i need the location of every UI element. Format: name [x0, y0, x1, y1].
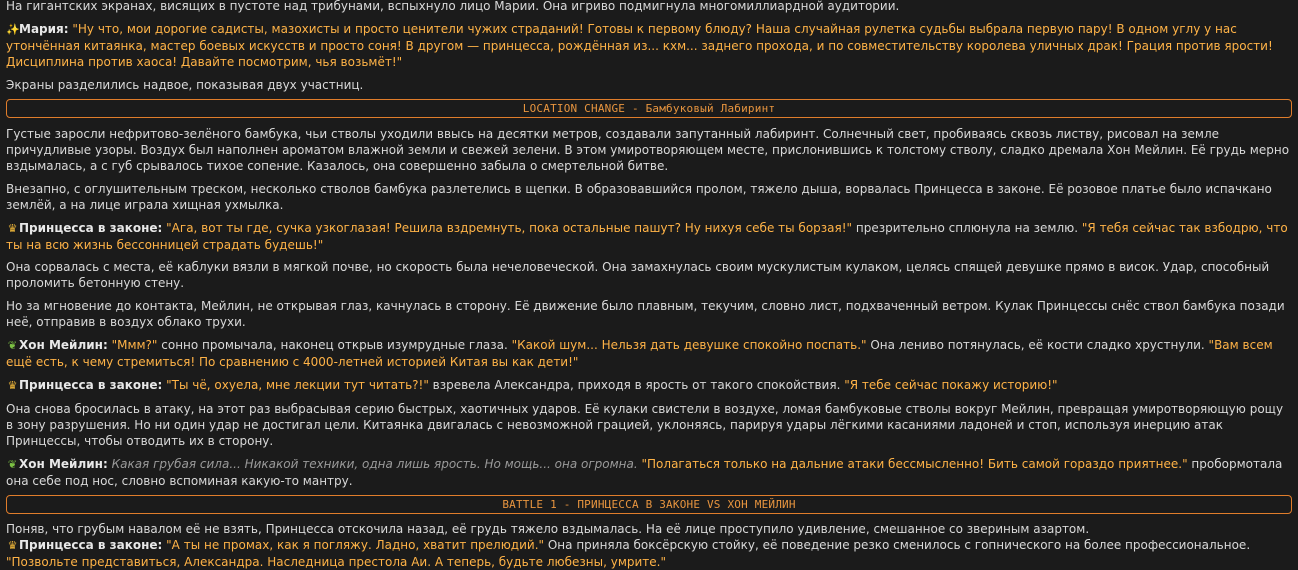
narration-inline: Она приняла боксёрскую стойку, её поведение резко сменилось с гопнического на более профессиональное. [544, 538, 1251, 552]
narration-inline: сонно промычала, наконец открыв изумрудные глаза. [157, 338, 512, 352]
narration-inline: презрительно сплюнула на землю. [852, 221, 1082, 235]
speech: "Я тебе сейчас покажу историю!" [844, 378, 1058, 392]
speaker-name: Принцесса в законе: [19, 221, 163, 235]
speaker-name: Мария: [19, 22, 69, 36]
speech: "Какой шум... Нельзя дать девушке спокойно поспать." [511, 338, 867, 352]
speech: "Ага, вот ты где, сучка узкоглазая! Решила вздремнуть, пока остальные пашут? Ну нихуя себе ты борзая!" [166, 221, 853, 235]
narration: Экраны разделились надвое, показывая двух участниц. [6, 78, 364, 92]
location-banner [6, 99, 1292, 118]
crown-icon: ♛ [7, 222, 18, 235]
speaker-name: Хон Мейлин: [19, 338, 108, 352]
narration: Внезапно, с оглушительным треском, несколько стволов бамбука разлетелись в щепки. В образовавшийся пролом, тяжело дыша, ворвалась Принцесса в законе. Её розовое платье было испачкано землёй, а на лице играла хищная ухмылка. [6, 182, 1272, 212]
speech: "А ты не промах, как я погляжу. Ладно, хватит прелюдий." [166, 538, 545, 552]
speech: "Я тебя сейчас так взбодрю, что ты на всю жизнь бессонницей страдать будешь!" [6, 221, 1288, 252]
crown-icon: ♛ [7, 539, 18, 552]
speaker-name: Принцесса в законе: [19, 538, 163, 552]
narration-inline: пробормотала она себе под нос, словно вспоминая какую-то мантру. [6, 457, 1283, 488]
crown-icon: ♛ [7, 379, 18, 392]
speech: "Ну что, мои дорогие садисты, мазохисты и просто ценители чужих страданий! Готовы к первому блюду? Наша случайная рулетка судьбы выбрала первую пару! В одном углу у нас утончённая китаянка, мастер боевых искусств и просто соня! В другом — принцесса, рождённая из... кхм... заднего прохода, и по совместительству королева уличных драк! Грация против ярости! Дисциплина против хаоса! Давайте посмотрим, чья возьмёт!" [6, 22, 1273, 69]
speaker-name: Принцесса в законе: [19, 378, 163, 392]
narration: Но за мгновение до контакта, Мейлин, не открывая глаз, качнулась в сторону. Её движение было плавным, текучим, словно лист, подхваченный ветром. Кулак Принцессы снёс ствол бамбука позади неё, отправив в воздух облако трухи. [6, 299, 1285, 329]
dialogue-line [6, 21, 1292, 70]
speaker-name: Хон Мейлин: [19, 457, 108, 471]
location-banner-text: LOCATION CHANGE - Бамбуковый Лабиринт [522, 101, 776, 115]
narration: Она сорвалась с места, её каблуки вязли в мягкой почве, но скорость была нечеловеческой. Она замахнулась своим мускулистым кулаком, целясь спящей девушке прямо в висок. Удар, способный проломить бетонную стену. [6, 260, 1270, 290]
thought: Какая грубая сила... Никакой техники, одна лишь ярость. Но мощь... она огромна. [111, 457, 638, 471]
dialogue-line [6, 377, 1292, 394]
narration-inline: Она лениво потянулась, её кости сладко хрустнули. [866, 338, 1209, 352]
speech: "Вам всем ещё есть, к чему стремиться! По сравнению с 4000-летней историей Китая вы как дети!" [6, 338, 1273, 369]
speech: "Полагаться только на дальние атаки бессмысленно! Бить самой гораздо приятнее." [641, 457, 1188, 471]
battle-banner-text: BATTLE 1 - ПРИНЦЕССА В ЗАКОНЕ VS ХОН МЕЙЛИН [502, 497, 796, 511]
narration: На гигантских экранах, висящих в пустоте над трибунами, вспыхнуло лицо Марии. Она игриво подмигнула многомиллиардной аудитории. [6, 0, 900, 13]
narration-inline: взревела Александра, приходя в ярость от такого спокойствия. [428, 378, 845, 392]
bamboo-icon: ❦ [7, 339, 18, 352]
sparkles-icon: ✨ [6, 23, 20, 36]
speech: "Позвольте представиться, Александра. Наследница престола Аи. А теперь, будьте любезны, умрите." [6, 555, 666, 569]
dialogue-line [6, 220, 1292, 253]
narration: Густые заросли нефритово-зелёного бамбука, чьи стволы уходили ввысь на десятки метров, создавали запутанный лабиринт. Солнечный свет, пробиваясь сквозь листву, рисовал на земле причудливые узоры. Воздух был наполнен ароматом влажной земли и свежей зелени. В этом умиротворяющем месте, прислонившись к толстому стволу, сладко дремала Хон Мейлин. Её грудь мерно вздымалась, а с губ срывалось тихое сопение. Казалось, она совершенно забыла о смертельной битве. [6, 127, 1290, 173]
speech: "Ты чё, охуела, мне лекции тут читать?!" [166, 378, 429, 392]
narration: Она снова бросилась в атаку, на этот раз выбрасывая серию быстрых, хаотичных ударов. Её кулаки свистели в воздухе, ломая бамбуковые стволы вокруг Мейлин, превращая умиротворяющую рощу в зону разрушения. Но ни один удар не достигал цели. Китаянка двигалась с невозможной грацией, уклоняясь, парируя удары лёгкими касаниями ладоней и стоп, используя инерцию атак Принцессы, чтобы отводить их в сторону. [6, 402, 1284, 448]
narration: Поняв, что грубым навалом её не взять, Принцесса отскочила назад, её грудь тяжело вздымалась. На её лице проступило удивление, смешанное со звериным азартом. [6, 522, 1090, 536]
dialogue-line [6, 537, 1292, 570]
bamboo-icon: ❦ [7, 458, 18, 471]
dialogue-line [6, 337, 1292, 370]
speech: "Ммм?" [111, 338, 158, 352]
battle-banner [6, 495, 1292, 514]
dialogue-line [6, 456, 1292, 489]
